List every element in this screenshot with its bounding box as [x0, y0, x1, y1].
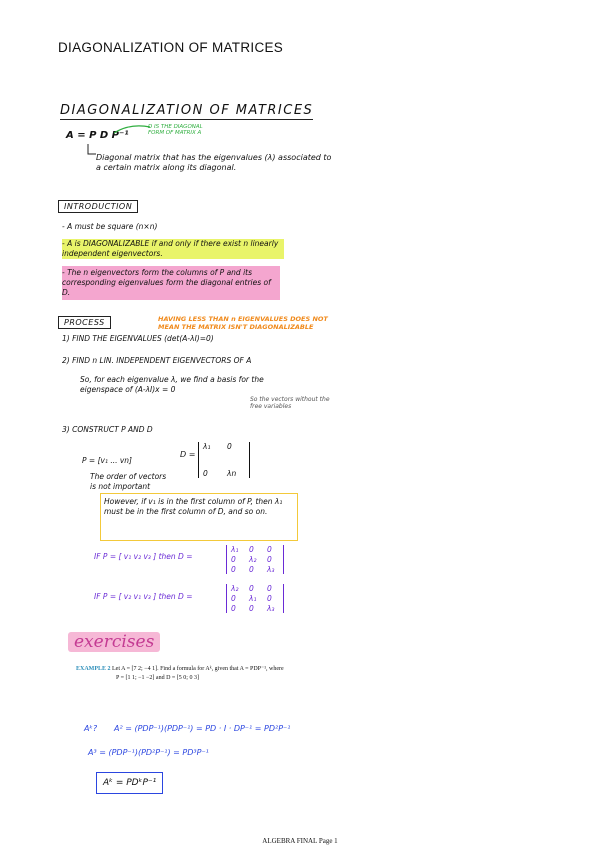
exercise-line-2: A³ = (PDP⁻¹)(PD²P⁻¹) = PD³P⁻¹ [88, 748, 209, 757]
intro-title: INTRODUCTION [58, 200, 138, 213]
d-entry: λn [227, 469, 237, 478]
matrix-entry: 0 [249, 584, 254, 593]
process-step-2-side: So the vectors without the free variables [250, 396, 330, 410]
exercises-title: exercises [68, 632, 160, 652]
diagonal-note: Diagonal matrix that has the eigenvalues (λ) associated to a certain matrix along its diagonal. [96, 153, 332, 172]
main-heading: DIAGONALIZATION OF MATRICES [60, 103, 314, 118]
matrix-entry: 0 [267, 594, 272, 603]
process-step-3: 3) CONSTRUCT P AND D [62, 425, 153, 434]
intro-item-1: - A must be square (n×n) [62, 222, 158, 231]
matrix-entry: 0 [249, 565, 254, 574]
matrix-entry: 0 [231, 604, 236, 613]
example-where: P = [1 1; −1 −2] and D = [5 0; 0 3] [116, 675, 199, 681]
matrix-entry: λ₂ [249, 555, 257, 564]
matrix-entry: 0 [267, 555, 272, 564]
however-note: However, if v₁ is in the first column of P, then λ₁ must be in the first column of D, and so on. [104, 497, 283, 516]
matrix-entry: 0 [267, 584, 272, 593]
matrix-entry: λ₃ [267, 604, 275, 613]
green-arrow-icon [112, 121, 152, 137]
matrix-entry: 0 [231, 555, 236, 564]
process-warning: HAVING LESS THAN n EIGENVALUES DOES NOT MEAN THE MATRIX ISN'T DIAGONALIZABLE [158, 315, 328, 331]
d-entry: λ₁ [203, 442, 211, 451]
matrix-entry: λ₃ [267, 565, 275, 574]
matrix-entry: 0 [231, 594, 236, 603]
intro-item-3: - The n eigenvectors form the columns of P and its corresponding eigenvalues form the diagonal entries of D. [62, 266, 280, 300]
d-entry: 0 [227, 442, 232, 451]
matrix-entry: 0 [249, 545, 254, 554]
example-2-matrix [226, 584, 284, 613]
d-label: D = [180, 450, 196, 459]
p-order-note: The order of vectors is not important [90, 472, 167, 491]
matrix-entry: λ₂ [231, 584, 239, 593]
exercise-line-1: A² = (PDP⁻¹)(PDP⁻¹) = PD · I · DP⁻¹ = PD²P⁻¹ [114, 724, 291, 733]
process-title: PROCESS [58, 316, 111, 329]
process-step-1: 1) FIND THE EIGENVALUES (det(A-λI)=0) [62, 334, 214, 343]
example-1-matrix [226, 545, 284, 574]
page-footer: ALGEBRA FINAL Page 1 [262, 837, 338, 845]
example-2 [76, 665, 306, 681]
example-text: Let A = [7 2; −4 1]. Find a formula for Aᵏ, given that A = PDP⁻¹, where [112, 666, 284, 672]
ak-question: Aᵏ? [84, 724, 98, 733]
answer-box: Aᵏ = PDᵏP⁻¹ [96, 772, 163, 794]
intro-item-2: - A is DIAGONALIZABLE if and only if there exist n linearly independent eigenvectors. [62, 239, 284, 259]
formula: A = P D P⁻¹ [66, 130, 129, 141]
matrix-entry: 0 [231, 565, 236, 574]
page-title: DIAGONALIZATION OF MATRICES [58, 40, 284, 55]
matrix-entry: λ₁ [231, 545, 239, 554]
example-2-lhs: IF P = [ v₂ v₁ v₃ ] then D = [94, 592, 193, 601]
example-1-lhs: IF P = [ v₁ v₂ v₃ ] then D = [94, 552, 193, 561]
d-entry: 0 [203, 469, 208, 478]
formula-note: D IS THE DIAGONAL FORM OF MATRIX A [148, 124, 203, 136]
process-step-2-note: So, for each eigenvalue λ, we find a basis for the eigenspace of (A-λI)x = 0 [80, 375, 264, 394]
process-step-2: 2) FIND n LIN. INDEPENDENT EIGENVECTORS OF A [62, 356, 252, 365]
matrix-entry: 0 [249, 604, 254, 613]
matrix-entry: 0 [267, 545, 272, 554]
d-matrix [198, 442, 250, 478]
example-label: EXAMPLE 2 [76, 666, 111, 672]
matrix-entry: λ₁ [249, 594, 257, 603]
p-definition: P = [v₁ ... vn] [82, 456, 132, 465]
